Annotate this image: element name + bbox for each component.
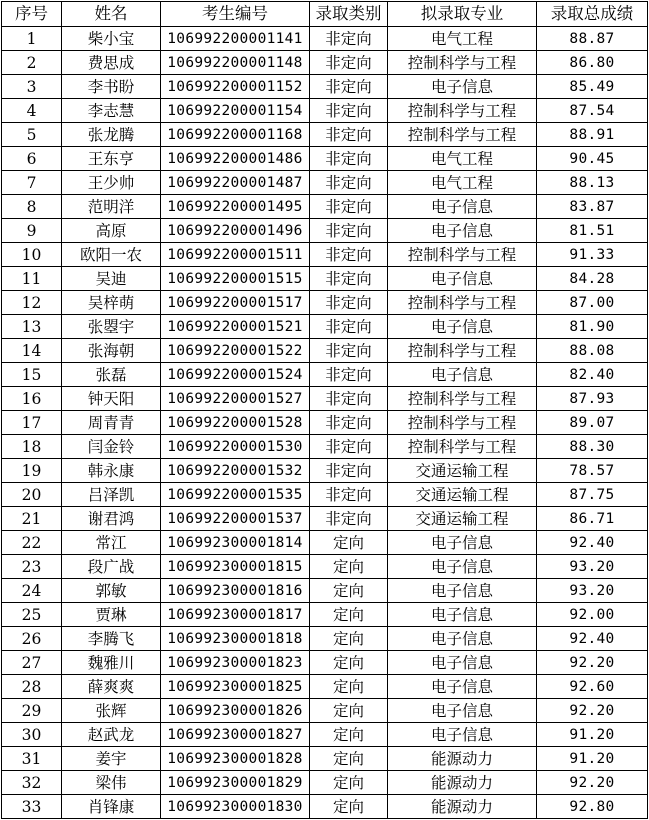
cell-major: 电子信息: [388, 195, 537, 219]
table-row: [2, 411, 648, 435]
cell-name: 贾琳: [62, 603, 161, 627]
cell-admission-type: 非定向: [310, 315, 388, 339]
cell-major: 控制科学与工程: [388, 411, 537, 435]
cell-admission-type: 非定向: [310, 483, 388, 507]
cell-total-score: 88.08: [537, 339, 648, 363]
header-exam-id: 考生编号: [161, 2, 310, 27]
header-total-score: 录取总成绩: [537, 2, 648, 27]
cell-total-score: 84.28: [537, 267, 648, 291]
cell-admission-type: 定向: [310, 603, 388, 627]
cell-name: 张磊: [62, 363, 161, 387]
cell-exam-id: 106992300001829: [161, 771, 310, 795]
table-row: [2, 51, 648, 75]
cell-seq: 28: [2, 675, 62, 699]
table-row: [2, 339, 648, 363]
cell-seq: 9: [2, 219, 62, 243]
header-major: 拟录取专业: [388, 2, 537, 27]
admission-table: [1, 1, 648, 819]
header-seq: 序号: [2, 2, 62, 27]
cell-seq: 24: [2, 579, 62, 603]
cell-exam-id: 106992300001830: [161, 795, 310, 819]
cell-seq: 8: [2, 195, 62, 219]
cell-exam-id: 106992300001818: [161, 627, 310, 651]
table-row: [2, 147, 648, 171]
cell-name: 张龙腾: [62, 123, 161, 147]
cell-seq: 10: [2, 243, 62, 267]
cell-total-score: 87.54: [537, 99, 648, 123]
cell-total-score: 91.20: [537, 723, 648, 747]
cell-name: 高原: [62, 219, 161, 243]
cell-exam-id: 106992200001152: [161, 75, 310, 99]
cell-exam-id: 106992200001528: [161, 411, 310, 435]
table-body: [2, 27, 648, 819]
cell-name: 费思成: [62, 51, 161, 75]
table-row: [2, 387, 648, 411]
cell-total-score: 88.91: [537, 123, 648, 147]
cell-seq: 15: [2, 363, 62, 387]
cell-seq: 6: [2, 147, 62, 171]
table-row: [2, 627, 648, 651]
cell-admission-type: 定向: [310, 627, 388, 651]
header-name: 姓名: [62, 2, 161, 27]
cell-exam-id: 106992200001524: [161, 363, 310, 387]
cell-total-score: 92.40: [537, 531, 648, 555]
table-row: [2, 291, 648, 315]
cell-name: 韩永康: [62, 459, 161, 483]
table-row: [2, 123, 648, 147]
cell-admission-type: 非定向: [310, 507, 388, 531]
table-row: [2, 507, 648, 531]
cell-name: 吕泽凯: [62, 483, 161, 507]
cell-major: 交通运输工程: [388, 507, 537, 531]
cell-admission-type: 非定向: [310, 123, 388, 147]
cell-exam-id: 106992300001826: [161, 699, 310, 723]
cell-seq: 13: [2, 315, 62, 339]
cell-seq: 16: [2, 387, 62, 411]
cell-name: 李腾飞: [62, 627, 161, 651]
cell-major: 控制科学与工程: [388, 243, 537, 267]
cell-seq: 5: [2, 123, 62, 147]
cell-seq: 4: [2, 99, 62, 123]
cell-admission-type: 非定向: [310, 99, 388, 123]
cell-name: 张曌宇: [62, 315, 161, 339]
cell-name: 张辉: [62, 699, 161, 723]
cell-total-score: 92.20: [537, 771, 648, 795]
cell-seq: 21: [2, 507, 62, 531]
table-row: [2, 555, 648, 579]
cell-exam-id: 106992300001817: [161, 603, 310, 627]
table-row: [2, 363, 648, 387]
cell-name: 闫金铃: [62, 435, 161, 459]
cell-seq: 18: [2, 435, 62, 459]
cell-exam-id: 106992300001825: [161, 675, 310, 699]
cell-seq: 25: [2, 603, 62, 627]
cell-admission-type: 定向: [310, 699, 388, 723]
table-row: [2, 459, 648, 483]
cell-exam-id: 106992200001511: [161, 243, 310, 267]
cell-total-score: 93.20: [537, 555, 648, 579]
cell-exam-id: 106992200001527: [161, 387, 310, 411]
table-row: [2, 267, 648, 291]
cell-exam-id: 106992200001521: [161, 315, 310, 339]
cell-major: 控制科学与工程: [388, 51, 537, 75]
cell-total-score: 92.20: [537, 651, 648, 675]
cell-major: 电子信息: [388, 531, 537, 555]
table-row: [2, 315, 648, 339]
cell-admission-type: 定向: [310, 675, 388, 699]
cell-admission-type: 非定向: [310, 435, 388, 459]
cell-exam-id: 106992200001486: [161, 147, 310, 171]
cell-total-score: 81.51: [537, 219, 648, 243]
cell-admission-type: 非定向: [310, 267, 388, 291]
cell-exam-id: 106992200001537: [161, 507, 310, 531]
table-row: [2, 723, 648, 747]
cell-major: 控制科学与工程: [388, 291, 537, 315]
table-row: [2, 747, 648, 771]
cell-name: 郭敏: [62, 579, 161, 603]
cell-major: 电子信息: [388, 723, 537, 747]
table-row: [2, 483, 648, 507]
table-row: [2, 771, 648, 795]
cell-total-score: 88.30: [537, 435, 648, 459]
cell-major: 控制科学与工程: [388, 387, 537, 411]
cell-major: 交通运输工程: [388, 483, 537, 507]
cell-seq: 7: [2, 171, 62, 195]
cell-exam-id: 106992300001815: [161, 555, 310, 579]
cell-total-score: 87.93: [537, 387, 648, 411]
cell-admission-type: 非定向: [310, 291, 388, 315]
cell-admission-type: 非定向: [310, 339, 388, 363]
cell-exam-id: 106992300001823: [161, 651, 310, 675]
cell-total-score: 90.45: [537, 147, 648, 171]
cell-name: 谢君鸿: [62, 507, 161, 531]
cell-name: 吴梓萌: [62, 291, 161, 315]
cell-total-score: 78.57: [537, 459, 648, 483]
cell-name: 吴迪: [62, 267, 161, 291]
cell-name: 王少帅: [62, 171, 161, 195]
table-row: [2, 795, 648, 819]
cell-exam-id: 106992200001154: [161, 99, 310, 123]
cell-exam-id: 106992300001828: [161, 747, 310, 771]
cell-seq: 27: [2, 651, 62, 675]
table-row: [2, 219, 648, 243]
cell-total-score: 93.20: [537, 579, 648, 603]
cell-name: 常江: [62, 531, 161, 555]
cell-admission-type: 非定向: [310, 195, 388, 219]
cell-seq: 19: [2, 459, 62, 483]
table-header: [2, 2, 648, 27]
cell-major: 能源动力: [388, 747, 537, 771]
cell-admission-type: 非定向: [310, 75, 388, 99]
table-row: [2, 675, 648, 699]
cell-major: 电子信息: [388, 627, 537, 651]
table-row: [2, 195, 648, 219]
cell-seq: 20: [2, 483, 62, 507]
cell-name: 周青青: [62, 411, 161, 435]
cell-major: 能源动力: [388, 795, 537, 819]
cell-seq: 22: [2, 531, 62, 555]
cell-major: 电子信息: [388, 363, 537, 387]
cell-exam-id: 106992200001141: [161, 27, 310, 51]
cell-total-score: 92.20: [537, 699, 648, 723]
header-row: [2, 2, 648, 27]
cell-major: 交通运输工程: [388, 459, 537, 483]
cell-seq: 2: [2, 51, 62, 75]
cell-major: 控制科学与工程: [388, 99, 537, 123]
cell-major: 电子信息: [388, 555, 537, 579]
cell-total-score: 92.40: [537, 627, 648, 651]
cell-exam-id: 106992200001530: [161, 435, 310, 459]
cell-total-score: 88.13: [537, 171, 648, 195]
cell-admission-type: 定向: [310, 531, 388, 555]
cell-name: 肖锋康: [62, 795, 161, 819]
cell-major: 电子信息: [388, 651, 537, 675]
cell-name: 李志慧: [62, 99, 161, 123]
cell-admission-type: 非定向: [310, 459, 388, 483]
cell-exam-id: 106992200001522: [161, 339, 310, 363]
cell-major: 电子信息: [388, 699, 537, 723]
table-row: [2, 603, 648, 627]
cell-total-score: 87.75: [537, 483, 648, 507]
cell-name: 梁伟: [62, 771, 161, 795]
cell-major: 电子信息: [388, 315, 537, 339]
table-row: [2, 531, 648, 555]
cell-exam-id: 106992200001515: [161, 267, 310, 291]
cell-seq: 14: [2, 339, 62, 363]
cell-name: 王东亨: [62, 147, 161, 171]
table-row: [2, 435, 648, 459]
cell-seq: 33: [2, 795, 62, 819]
cell-admission-type: 非定向: [310, 411, 388, 435]
table-row: [2, 651, 648, 675]
cell-admission-type: 定向: [310, 651, 388, 675]
cell-admission-type: 定向: [310, 747, 388, 771]
cell-exam-id: 106992200001148: [161, 51, 310, 75]
cell-name: 欧阳一农: [62, 243, 161, 267]
cell-name: 张海朝: [62, 339, 161, 363]
cell-total-score: 91.20: [537, 747, 648, 771]
cell-name: 柴小宝: [62, 27, 161, 51]
cell-major: 电气工程: [388, 147, 537, 171]
cell-exam-id: 106992200001495: [161, 195, 310, 219]
cell-admission-type: 定向: [310, 723, 388, 747]
cell-name: 薛爽爽: [62, 675, 161, 699]
cell-exam-id: 106992200001487: [161, 171, 310, 195]
cell-total-score: 92.60: [537, 675, 648, 699]
cell-major: 电子信息: [388, 579, 537, 603]
cell-seq: 32: [2, 771, 62, 795]
table-row: [2, 243, 648, 267]
cell-major: 电子信息: [388, 267, 537, 291]
table-row: [2, 171, 648, 195]
cell-exam-id: 106992300001816: [161, 579, 310, 603]
cell-name: 魏雅川: [62, 651, 161, 675]
cell-total-score: 82.40: [537, 363, 648, 387]
cell-total-score: 91.33: [537, 243, 648, 267]
cell-total-score: 86.80: [537, 51, 648, 75]
cell-admission-type: 定向: [310, 771, 388, 795]
cell-admission-type: 非定向: [310, 363, 388, 387]
cell-major: 电气工程: [388, 171, 537, 195]
cell-exam-id: 106992300001814: [161, 531, 310, 555]
cell-exam-id: 106992200001517: [161, 291, 310, 315]
cell-total-score: 89.07: [537, 411, 648, 435]
cell-name: 钟天阳: [62, 387, 161, 411]
cell-total-score: 83.87: [537, 195, 648, 219]
cell-admission-type: 非定向: [310, 51, 388, 75]
table-row: [2, 579, 648, 603]
cell-seq: 1: [2, 27, 62, 51]
cell-admission-type: 定向: [310, 795, 388, 819]
cell-name: 范明洋: [62, 195, 161, 219]
table-row: [2, 27, 648, 51]
cell-exam-id: 106992200001496: [161, 219, 310, 243]
cell-admission-type: 非定向: [310, 147, 388, 171]
cell-name: 段广战: [62, 555, 161, 579]
cell-seq: 23: [2, 555, 62, 579]
cell-name: 李书盼: [62, 75, 161, 99]
cell-major: 能源动力: [388, 771, 537, 795]
cell-total-score: 81.90: [537, 315, 648, 339]
header-admission-type: 录取类别: [310, 2, 388, 27]
cell-exam-id: 106992300001827: [161, 723, 310, 747]
cell-seq: 12: [2, 291, 62, 315]
cell-major: 控制科学与工程: [388, 339, 537, 363]
cell-major: 电子信息: [388, 675, 537, 699]
cell-seq: 30: [2, 723, 62, 747]
cell-name: 赵武龙: [62, 723, 161, 747]
cell-major: 控制科学与工程: [388, 435, 537, 459]
cell-seq: 29: [2, 699, 62, 723]
cell-seq: 31: [2, 747, 62, 771]
cell-total-score: 88.87: [537, 27, 648, 51]
cell-name: 姜宇: [62, 747, 161, 771]
cell-seq: 11: [2, 267, 62, 291]
cell-total-score: 85.49: [537, 75, 648, 99]
cell-admission-type: 非定向: [310, 171, 388, 195]
cell-seq: 17: [2, 411, 62, 435]
cell-admission-type: 定向: [310, 579, 388, 603]
cell-seq: 26: [2, 627, 62, 651]
cell-total-score: 92.00: [537, 603, 648, 627]
cell-total-score: 87.00: [537, 291, 648, 315]
cell-major: 电气工程: [388, 27, 537, 51]
table-row: [2, 699, 648, 723]
cell-seq: 3: [2, 75, 62, 99]
cell-major: 电子信息: [388, 219, 537, 243]
cell-total-score: 86.71: [537, 507, 648, 531]
cell-admission-type: 非定向: [310, 27, 388, 51]
cell-exam-id: 106992200001168: [161, 123, 310, 147]
cell-total-score: 92.80: [537, 795, 648, 819]
table-row: [2, 75, 648, 99]
cell-admission-type: 非定向: [310, 243, 388, 267]
cell-admission-type: 非定向: [310, 387, 388, 411]
cell-major: 电子信息: [388, 75, 537, 99]
cell-major: 电子信息: [388, 603, 537, 627]
cell-major: 控制科学与工程: [388, 123, 537, 147]
cell-exam-id: 106992200001532: [161, 459, 310, 483]
cell-exam-id: 106992200001535: [161, 483, 310, 507]
cell-admission-type: 非定向: [310, 219, 388, 243]
table-row: [2, 99, 648, 123]
cell-admission-type: 定向: [310, 555, 388, 579]
